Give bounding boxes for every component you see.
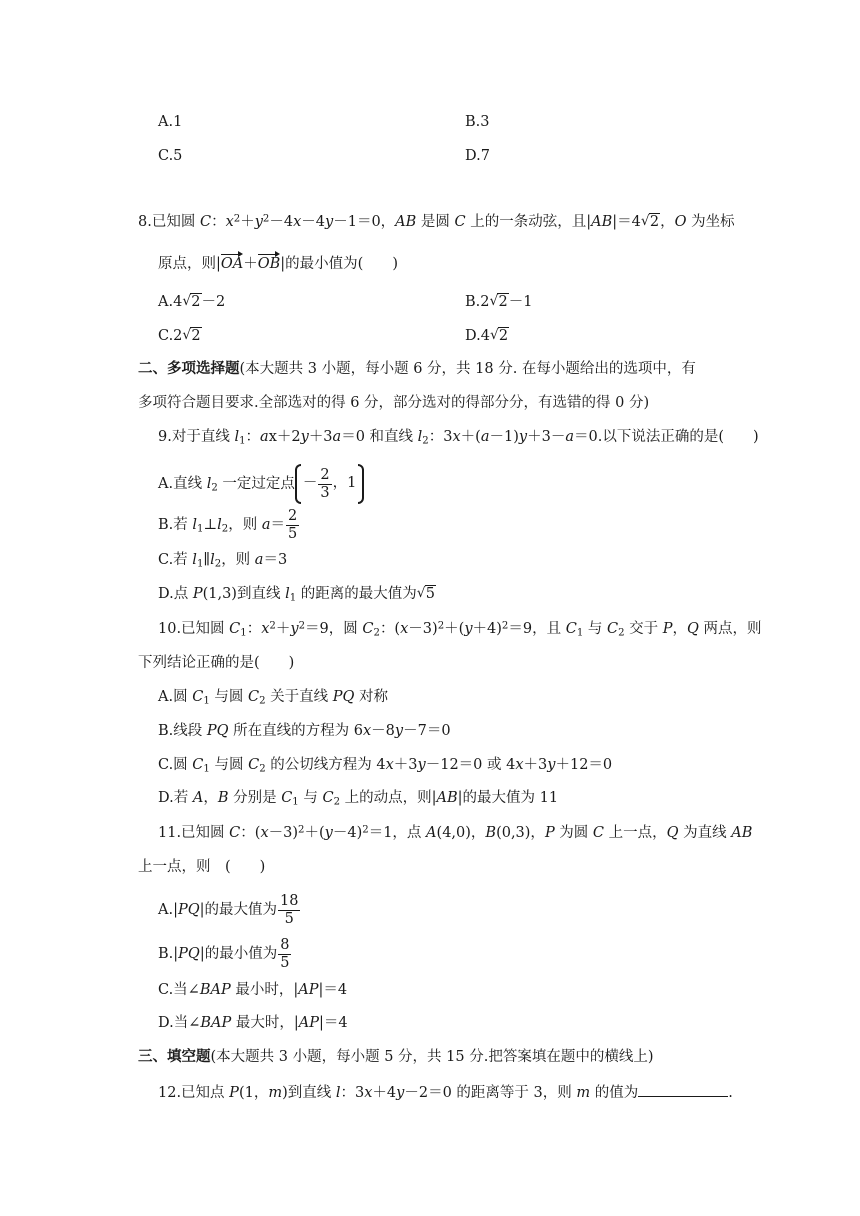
q10-option-c: C.圆 $C_1$ 与圆 $C_2$ 的公切线方程为 4x＋3y－12＝0 或 4x＋3y＋12＝0 (158, 757, 613, 775)
q10-option-a: A.圆 $C_1$ 与圆 $C_2$ 关于直线 PQ 对称 (158, 689, 389, 707)
q11-option-b: B.|PQ|的最小值为 $\frac{8}{5}$ (158, 937, 290, 971)
q12-stem: 12.已知点 P(1，m)到直线 l：3x＋4y－2＝0 的距离等于 3，则 m 的值为 . (158, 1085, 733, 1101)
q9-option-d: D.点 P(1,3)到直线 $l_1$ 的距离的最大值为√ 5 (158, 586, 436, 603)
answer-blank[interactable] (638, 1084, 728, 1097)
q10-stem-line1: 10.已知圆 $C_1$：$x^2+y^2=9$，圆 $C_2$：$(x-3)^2+(y+4)^2=9$，且 $C_1$ 与 $C_2$ 交于 P，Q 两点，则 (158, 620, 762, 639)
q9-option-a: A.直线 $l_2$ 一定过定点 － $\frac{2}{3}$ ，1 (158, 464, 364, 504)
vector-ob: OB (257, 256, 281, 272)
q8-option-d: D.4√ 2 (465, 328, 509, 345)
section-2-heading-line2: 多项符合题目要求.全部选对的得 6 分，部分选对的得部分分，有选错的得 0 分) (138, 395, 650, 411)
vector-oa: OA (220, 256, 244, 272)
q8-stem-line2: 原点，则|OA＋OB|的最小值为( ) (158, 256, 398, 272)
q9-option-b: B.若 $l_1\perp l_2$，则 a＝ $\frac{2}{5}$ (158, 508, 298, 542)
q10-option-b: B.线段 PQ 所在直线的方程为 6x－8y－7＝0 (158, 723, 451, 739)
q11-stem-line1: 11.已知圆 C：$(x-3)^2+(y-4)^2=1$，点 A(4,0)，B(0,3)，P 为圆 C 上一点，Q 为直线 AB (158, 824, 753, 841)
q7-option-b: B.3 (465, 114, 490, 130)
q9-stem: 9.对于直线 $l_1$：ax＋2y＋3a＝0 和直线 $l_2$：3x＋(a－1)y＋3－a＝0.以下说法正确的是( ) (158, 429, 759, 447)
q7-option-c: C.5 (158, 148, 183, 164)
q8-option-a: A.4√ 2－2 (158, 294, 225, 311)
q11-stem-line2: 上一点，则 ( ) (138, 859, 266, 875)
q11-option-a: A.|PQ|的最大值为 $\frac{18}{5}$ (158, 893, 299, 927)
section-3-heading: 三、填空题(本大题共 3 小题，每小题 5 分，共 15 分.把答案填在题中的横线上) (138, 1049, 654, 1065)
q11-option-d: D.当∠BAP 最大时，|AP|＝4 (158, 1015, 348, 1031)
q10-stem-line2: 下列结论正确的是( ) (138, 655, 295, 671)
q8-option-b: B.2√ 2－1 (465, 294, 532, 311)
q11-option-c: C.当∠BAP 最小时，|AP|＝4 (158, 982, 348, 998)
q7-option-d: D.7 (465, 148, 490, 164)
q10-option-d: D.若 A，B 分别是 $C_1$ 与 $C_2$ 上的动点，则|AB|的最大值为 11 (158, 790, 559, 808)
q8-option-c: C.2√ 2 (158, 328, 202, 345)
section-2-heading: 二、多项选择题(本大题共 3 小题，每小题 6 分，共 18 分. 在每小题给出的选项中，有 (138, 361, 696, 377)
q7-option-a: A.1 (158, 114, 183, 130)
q9-option-c: C.若 $l_1\parallel l_2$，则 a＝3 (158, 552, 288, 570)
q8-stem-line1: 8.已知圆 C：$x^2+y^2-4x-4y-1=0$，AB 是圆 C 上的一条动弦，且|AB|＝4√ 2，O 为坐标 (138, 214, 735, 231)
